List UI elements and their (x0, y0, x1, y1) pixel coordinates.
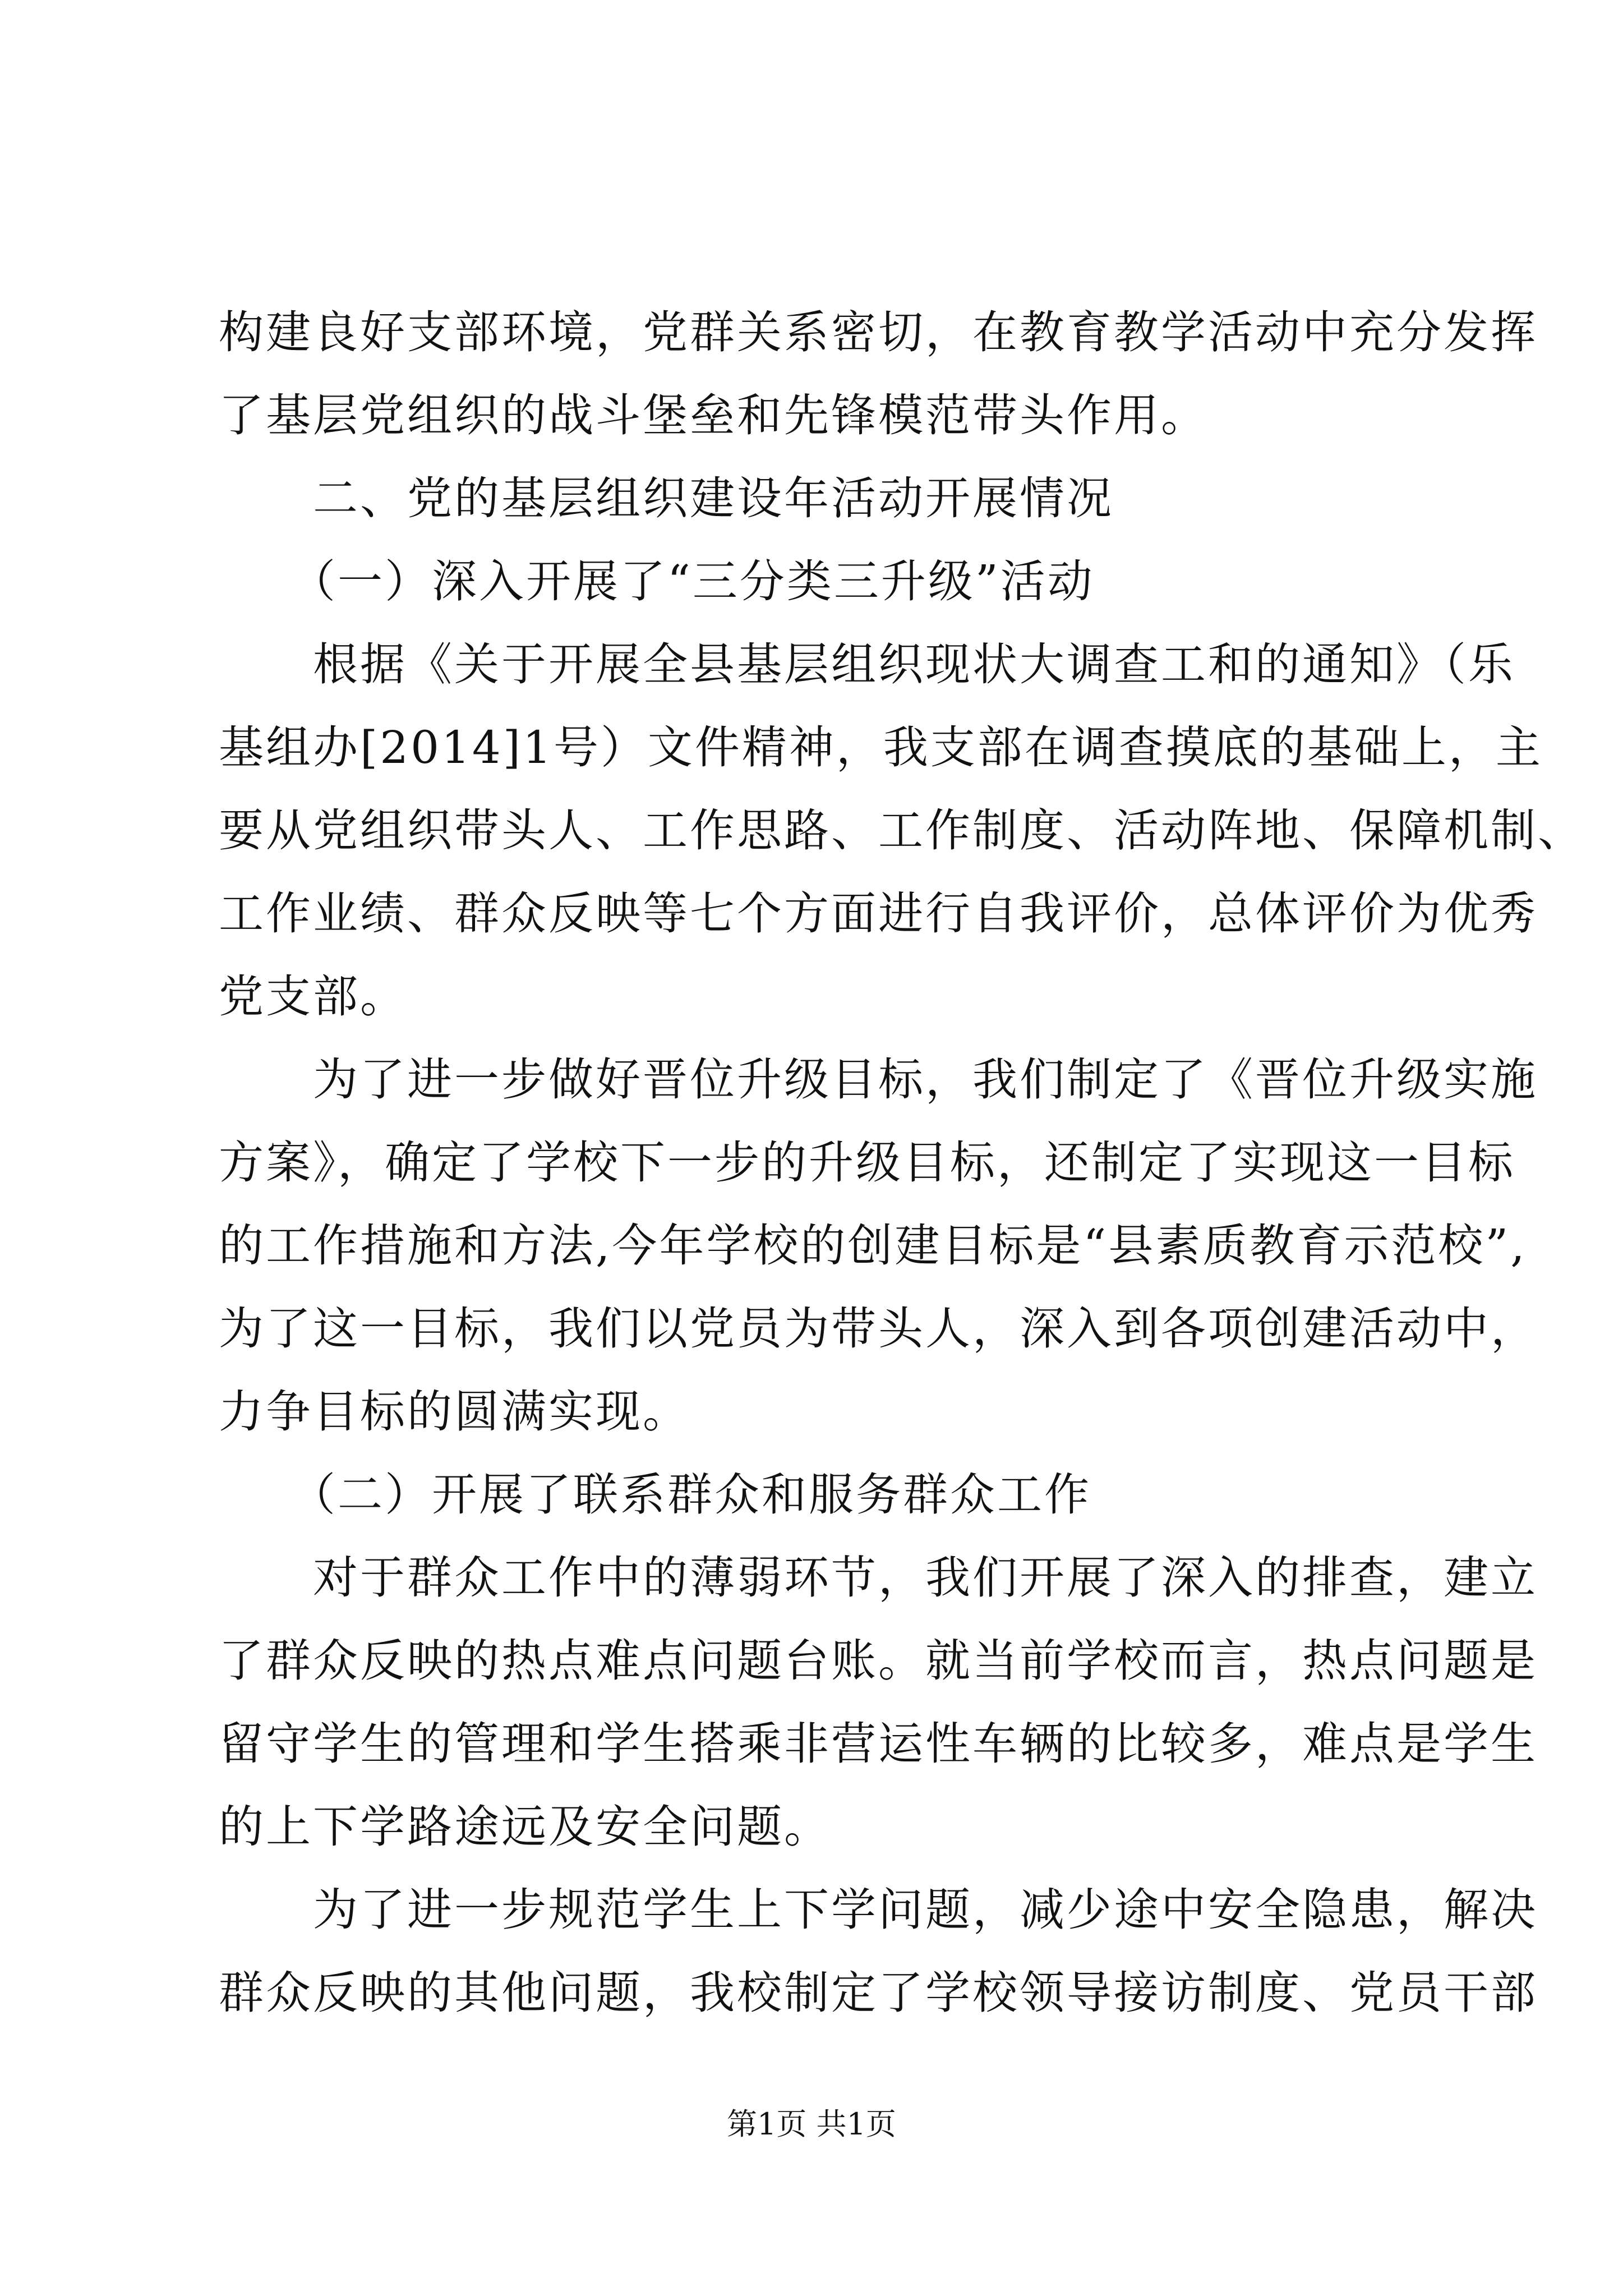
page-number-footer: 第1页 共1页 (727, 2106, 896, 2142)
text-line: 工作业绩、群众反映等七个方面进行自我评价，总体评价为优秀 (219, 887, 1538, 940)
text-line: 根据《关于开展全县基层组织现状大调查工和的通知》（乐 (219, 638, 1515, 691)
text-line: 党支部。 (219, 970, 407, 1023)
text-line: 基组办[2014]1号）文件精神，我支部在调查摸底的基础上，主 (219, 721, 1543, 774)
subsection-heading: （一）深入开展了“三分类三升级”活动 (219, 555, 1095, 608)
text-line: 留守学生的管理和学生搭乘非营运性车辆的比较多，难点是学生 (219, 1718, 1538, 1770)
text-line: 了基层党组织的战斗堡垒和先锋模范带头作用。 (219, 389, 1208, 441)
text-line: 构建良好支部环境，党群关系密切，在教育教学活动中充分发挥 (219, 306, 1538, 358)
section-heading: 二、党的基层组织建设年活动开展情况 (219, 472, 1114, 524)
text-line: 力争目标的圆满实现。 (219, 1386, 690, 1438)
text-line: 对于群众工作中的薄弱环节，我们开展了深入的排查，建立 (219, 1552, 1538, 1604)
text-line: 为了这一目标，我们以党员为带头人，深入到各项创建活动中， (219, 1303, 1538, 1355)
text-line: 了群众反映的热点难点问题台账。就当前学校而言，热点问题是 (219, 1635, 1538, 1687)
subsection-heading: （二）开展了联系群众和服务群众工作 (219, 1469, 1091, 1521)
text-line: 方案》，确定了学校下一步的升级目标，还制定了实现这一目标 (219, 1137, 1515, 1189)
text-line: 的工作措施和方法,今年学校的创建目标是“县素质教育示范校”, (219, 1220, 1527, 1272)
text-line: 为了进一步规范学生上下学问题，减少途中安全隐患，解决 (219, 1884, 1538, 1936)
text-line: 群众反映的其他问题，我校制定了学校领导接访制度、党员干部 (219, 1967, 1538, 2019)
text-line: 要从党组织带头人、工作思路、工作制度、活动阵地、保障机制、 (219, 804, 1585, 857)
text-line: 为了进一步做好晋位升级目标，我们制定了《晋位升级实施 (219, 1053, 1538, 1106)
text-line: 的上下学路途远及安全问题。 (219, 1801, 831, 1853)
